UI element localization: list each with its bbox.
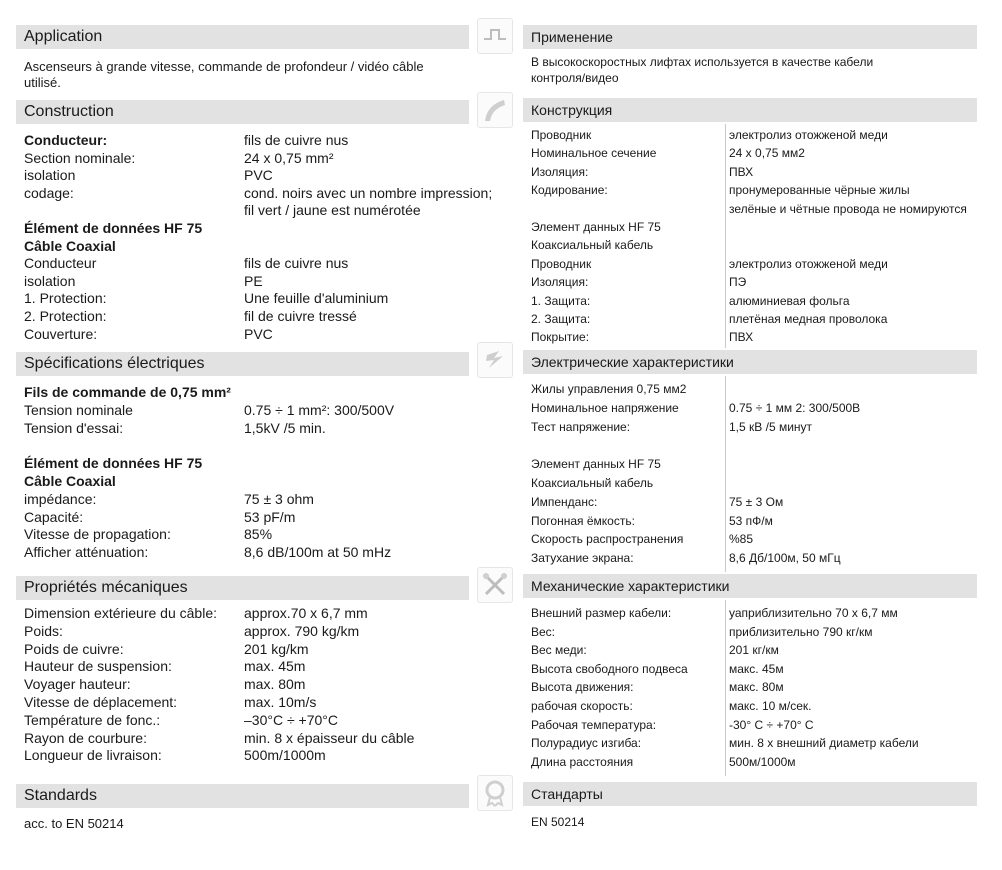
spec-label: Fils de commande de 0,75 mm²: [24, 384, 231, 400]
spec-label: Изоляция:: [531, 275, 589, 290]
spec-value: 0.75 ÷ 1 мм 2: 300/500В: [729, 400, 861, 415]
spec-value: плетёная медная проволока: [729, 312, 888, 326]
spec-value: 85%: [244, 526, 273, 543]
spec-label: Voyager hauteur:: [24, 676, 131, 693]
spec-label: Câble Coaxial: [24, 237, 116, 254]
spec-label: isolation: [24, 167, 76, 184]
spec-label: Покрытие:: [531, 330, 590, 345]
spec-value: PVC: [244, 167, 273, 184]
spec-label: Longueur de livraison:: [24, 747, 162, 764]
spec-label: Элемент данных HF 75: [531, 457, 661, 472]
spec-label: Вес:: [531, 624, 556, 639]
spec-value: –30°C ÷ +70°C: [244, 711, 338, 728]
spec-value: 201 кг/км: [729, 643, 779, 658]
spec-value: max. 10m/s: [244, 694, 317, 710]
spec-value: 53 пФ/м: [729, 513, 773, 528]
mechanical-header-ru: Механические характеристики: [523, 574, 977, 598]
spec-value: ПВХ: [729, 164, 754, 179]
spec-label: Câble Coaxial: [24, 473, 116, 489]
spec-value: 53 pF/m: [244, 508, 296, 525]
spec-label: Длина расстояния: [531, 754, 634, 769]
spec-value: зелёные и чётные провода не номируются: [729, 201, 967, 216]
spec-value: макс. 80м: [729, 680, 784, 695]
lightning-plug-icon: [477, 342, 513, 378]
spec-value: электролиз отожженой меди: [729, 256, 888, 271]
spec-label: Кодирование:: [531, 183, 608, 198]
spec-value: ПЭ: [729, 275, 747, 290]
spec-value: 500м/1000м: [729, 754, 796, 769]
spec-label: Проводник: [531, 256, 592, 271]
electrical-header-ru: Электрические характеристики: [523, 350, 977, 374]
spec-label: codage:: [24, 184, 74, 201]
spec-label: Rayon de courbure:: [24, 729, 147, 746]
standards-header: Standards: [16, 784, 469, 808]
application-header-ru: Применение: [523, 25, 977, 49]
spec-label: Изоляция:: [531, 164, 589, 179]
standards-header-ru: Стандарты: [523, 782, 977, 806]
spec-label: 2. Защита:: [531, 312, 591, 326]
construction-header: Construction: [16, 100, 469, 124]
spec-value: -30° C ÷ +70° C: [729, 717, 814, 732]
application-text: Ascenseurs à grande vitesse, commande de profondeur / vidéo câble utilisé.: [24, 59, 424, 90]
spec-label: Tension nominale: [24, 401, 133, 418]
spec-label: Vitesse de propagation:: [24, 526, 171, 543]
spec-value: алюминиевая фольга: [729, 293, 850, 308]
spec-value: уаприблизительно 70 x 6,7 мм: [729, 606, 898, 620]
spec-value: 1,5kV /5 min.: [244, 419, 326, 436]
spec-label: Импенданс:: [531, 494, 598, 509]
spec-value: max. 45m: [244, 658, 306, 675]
spec-label: Dimension extérieure du câble:: [24, 605, 217, 621]
mechanical-header: Propriétés mécaniques: [16, 576, 469, 600]
spec-label: Élément de données HF 75: [24, 455, 203, 472]
spec-label: Рабочая температура:: [531, 717, 657, 732]
spec-value: Une feuille d'aluminium: [244, 290, 389, 307]
spec-value: приблизительно 790 кг/км: [729, 624, 873, 639]
spec-value: approx. 790 kg/km: [244, 622, 360, 639]
spec-value: max. 80m: [244, 676, 306, 693]
spec-value: fils de cuivre nus: [244, 132, 349, 148]
spec-value: 8,6 Дб/100м, 50 мГц: [729, 551, 841, 566]
spec-value: fil vert / jaune est numérotée: [244, 202, 421, 219]
spec-label: impédance:: [24, 490, 97, 507]
mechanical-divider-ru: [725, 600, 726, 776]
spec-label: Затухание экрана:: [531, 551, 634, 566]
standards-text-ru: EN 50214: [531, 815, 585, 829]
spec-value: 201 kg/km: [244, 640, 309, 657]
spec-label: Conducteur: [24, 255, 97, 272]
spec-label: Tension d'essai:: [24, 419, 124, 436]
spec-value: 1,5 кВ /5 минут: [729, 419, 813, 434]
spec-value: %85: [729, 532, 754, 547]
spec-value: 0.75 ÷ 1 mm²: 300/500V: [244, 401, 395, 418]
spec-label: Погонная ёмкость:: [531, 513, 635, 528]
spec-value: approx.70 x 6,7 mm: [244, 605, 368, 621]
spec-value: пронумерованные чёрные жилы: [729, 183, 910, 198]
spec-value: 500m/1000m: [244, 747, 326, 764]
spec-value: 75 ± 3 ohm: [244, 490, 314, 507]
spec-label: Коаксиальный кабель: [531, 238, 654, 253]
spec-label: Hauteur de suspension:: [24, 658, 172, 675]
spec-value: min. 8 x épaisseur du câble: [244, 729, 415, 746]
spec-value: ПВХ: [729, 330, 754, 345]
spec-label: Номинальное сечение: [531, 146, 657, 161]
spec-label: Высота движения:: [531, 680, 634, 695]
spec-label: Жилы управления 0,75 мм2: [531, 382, 687, 396]
spec-label: Проводник: [531, 128, 592, 142]
application-header: Application: [16, 25, 469, 49]
spec-label: Afficher atténuation:: [24, 544, 149, 561]
spec-label: Capacité:: [24, 508, 84, 525]
spec-label: Тест напряжение:: [531, 419, 631, 434]
spec-label: рабочая скорость:: [531, 699, 633, 713]
spec-label: Скорость распространения: [531, 532, 684, 547]
spec-label: Высота свободного подвеса: [531, 661, 688, 676]
spec-label: Номинальное напряжение: [531, 400, 679, 415]
spec-value: макс. 10 м/сек.: [729, 699, 812, 713]
spec-label: 1. Protection:: [24, 290, 107, 307]
spec-label: 2. Protection:: [24, 308, 107, 324]
spec-label: 1. Защита:: [531, 293, 591, 308]
spec-label: Коаксиальный кабель: [531, 476, 654, 490]
spec-value: электролиз отожженой меди: [729, 128, 888, 142]
spec-value: мин. 8 x внешний диаметр кабели: [729, 736, 919, 751]
spec-label: Элемент данных HF 75: [531, 220, 661, 234]
spec-value: PVC: [244, 325, 273, 342]
spec-value: fil de cuivre tressé: [244, 308, 357, 324]
spec-label: Внешний размер кабели:: [531, 606, 672, 620]
spec-value: fils de cuivre nus: [244, 255, 349, 272]
signal-wave-icon: [477, 18, 513, 54]
certificate-seal-icon: [477, 775, 513, 811]
standards-text: acc. to EN 50214: [24, 816, 124, 831]
spec-value: 75 ± 3 Ом: [729, 494, 784, 509]
spec-label: Poids de cuivre:: [24, 640, 124, 657]
spec-value: cond. noirs avec un nombre impression;: [244, 184, 493, 201]
spec-label: Вес меди:: [531, 643, 587, 658]
spec-label: Conducteur:: [24, 132, 108, 148]
spec-value: 24 x 0,75 mm²: [244, 149, 334, 166]
tools-icon: [477, 567, 513, 603]
spec-value: макс. 45м: [729, 661, 784, 676]
spec-label: Couverture:: [24, 325, 98, 342]
cable-bend-icon: [477, 92, 513, 128]
construction-header-ru: Конструкция: [523, 98, 977, 122]
spec-label: Vitesse de déplacement:: [24, 694, 178, 710]
spec-value: 24 x 0,75 мм2: [729, 146, 805, 161]
spec-label: Полурадиус изгиба:: [531, 736, 642, 751]
construction-divider-ru: [725, 124, 726, 348]
spec-value: 8,6 dB/100m at 50 mHz: [244, 544, 392, 561]
electrical-divider-ru: [725, 376, 726, 572]
spec-label: Poids:: [24, 622, 63, 639]
spec-label: Élément de données HF 75: [24, 220, 203, 236]
spec-label: Section nominale:: [24, 149, 136, 166]
application-text-ru: В высокоскоростных лифтах используется в качестве кабели контроля/видео: [531, 55, 874, 85]
spec-label: Température de fonc.:: [24, 711, 161, 728]
spec-value: PE: [244, 272, 263, 289]
electrical-header: Spécifications électriques: [16, 352, 469, 376]
spec-label: isolation: [24, 272, 76, 289]
